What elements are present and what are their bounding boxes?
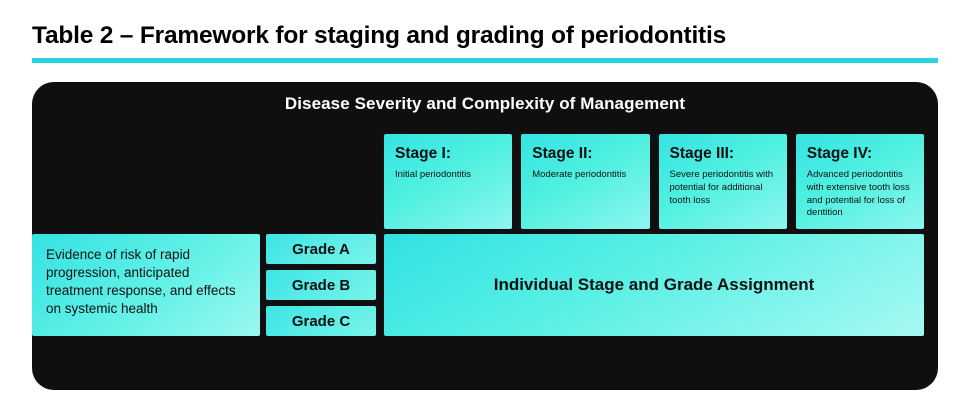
header-band — [32, 82, 938, 126]
stage-description: Severe periodontitis with potential for additional tooth loss — [669, 169, 773, 206]
stage-card — [796, 134, 924, 229]
stage-title: Stage I: — [395, 145, 451, 162]
title-underline-rule — [32, 58, 938, 63]
assignment-box — [384, 234, 924, 336]
grade-a-box — [266, 234, 376, 264]
page-title: Table 2 – Framework for staging and grading of periodontitis — [32, 22, 727, 49]
header-band-label: Disease Severity and Complexity of Management — [284, 94, 686, 113]
stage-card — [521, 134, 649, 229]
evidence-box — [32, 234, 260, 336]
stage-row — [384, 134, 924, 229]
stage-description: Initial periodontitis — [395, 169, 472, 181]
stage-description: Advanced periodontitis with extensive tooth loss and potential for loss of dentition — [806, 169, 910, 219]
stage-title: Stage IV: — [806, 145, 873, 162]
grade-b-box — [266, 270, 376, 300]
stage-description: Moderate periodontitis — [532, 169, 627, 181]
stage-title: Stage II: — [532, 145, 593, 162]
evidence-text: Evidence of risk of rapid progression, anticipated treatment response, and effects on systemic health — [46, 247, 236, 316]
grade-c-box — [266, 306, 376, 336]
stage-card — [384, 134, 512, 229]
grade-label: Grade A — [292, 240, 350, 258]
grade-column — [266, 234, 376, 336]
stage-title: Stage III: — [669, 145, 735, 162]
grade-label: Grade B — [291, 276, 351, 294]
assignment-label: Individual Stage and Grade Assignment — [493, 275, 815, 294]
grade-label: Grade C — [291, 312, 351, 330]
stage-card — [659, 134, 787, 229]
